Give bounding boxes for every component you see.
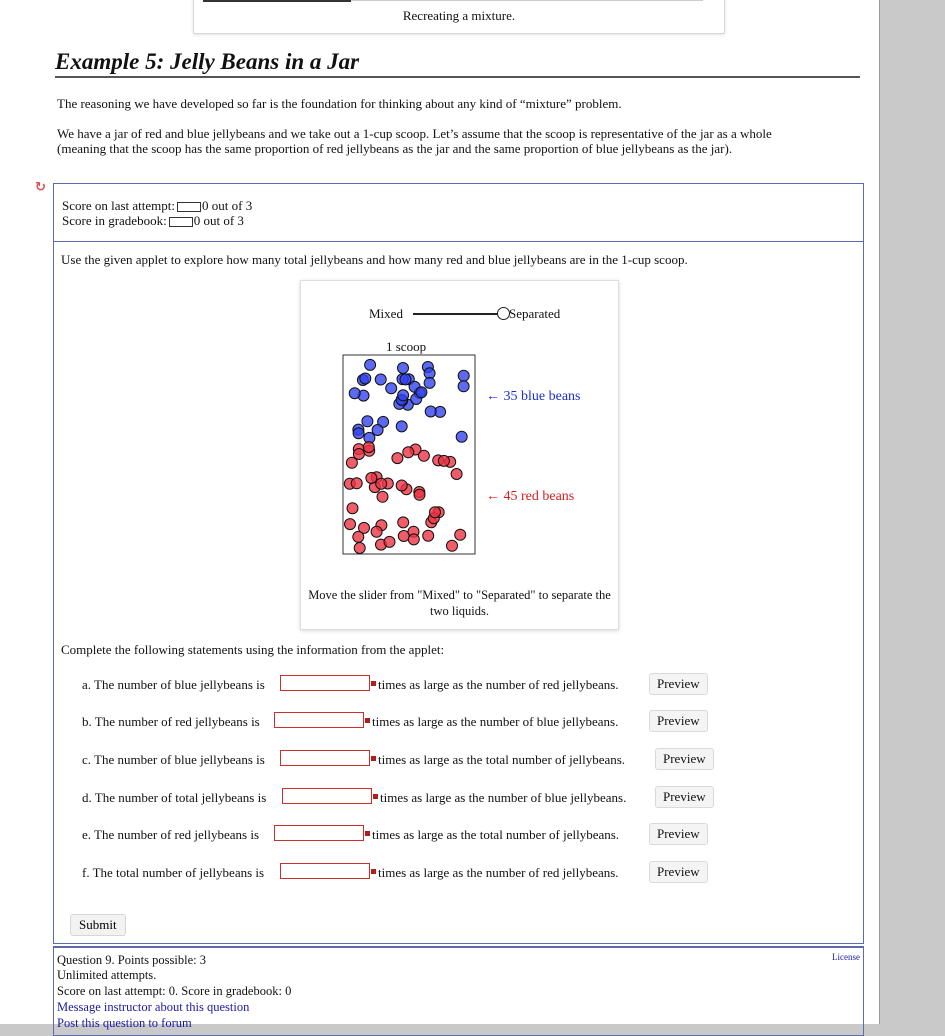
statement-b-input[interactable]	[274, 712, 364, 728]
statement-a-preview-button[interactable]: Preview	[649, 673, 708, 695]
red-bean	[351, 478, 362, 489]
footer-attempts: Unlimited attempts.	[57, 968, 157, 982]
score-last-attempt-value: 0 out of 3	[202, 198, 253, 213]
blue-bean	[400, 374, 411, 385]
question-instruction: Use the given applet to explore how many total jellybeans and how many red and blue jellybeans are in the 1-cup scoop.	[61, 252, 688, 267]
red-bean	[451, 469, 462, 480]
blue-beans-group	[349, 359, 469, 443]
blue-bean	[375, 374, 386, 385]
red-bean	[345, 519, 356, 530]
statement-e-suffix: times as large as the total number of jellybeans.	[372, 827, 620, 842]
license-link[interactable]: License	[832, 952, 860, 962]
footer-points: Question 9. Points possible: 3	[57, 953, 206, 967]
jellybean-applet	[300, 280, 619, 630]
red-bean	[377, 491, 388, 502]
previous-applet-slider-bar	[203, 0, 351, 2]
question-footer	[53, 946, 864, 1036]
footer-scores: Score on last attempt: 0. Score in gradebook: 0	[57, 984, 292, 998]
message-instructor-link[interactable]: Message instructor about this question	[57, 1000, 250, 1014]
red-bean	[418, 450, 429, 461]
blue-bean	[362, 416, 373, 427]
blue-bean	[458, 381, 469, 392]
red-bean	[376, 478, 387, 489]
statement-a-label: a. The number of blue jellybeans is	[82, 677, 265, 692]
score-last-attempt-label: Score on last attempt:	[62, 198, 176, 213]
scoop-label: 1 scoop	[386, 339, 427, 354]
blue-bean	[386, 383, 397, 394]
blue-bean	[372, 425, 383, 436]
statement-e-label: e. The number of red jellybeans is	[82, 827, 260, 842]
red-bean	[363, 442, 374, 453]
red-bean	[430, 507, 441, 518]
slider-separated-label: Separated	[509, 306, 561, 321]
statement-a-input[interactable]	[280, 675, 370, 691]
statement-e-error-marker	[365, 831, 370, 836]
statement-e-preview-button[interactable]: Preview	[649, 823, 708, 845]
page-title: Example 5: Jelly Beans in a Jar	[55, 49, 860, 78]
red-bean	[447, 540, 458, 551]
score-summary	[53, 183, 864, 241]
complete-prompt: Complete the following statements using the information from the applet:	[61, 642, 445, 657]
statement-f-label: f. The total number of jellybeans is	[82, 865, 265, 880]
blue-bean	[425, 406, 436, 417]
score-gradebook-label: Score in gradebook:	[62, 213, 167, 228]
blue-bean	[458, 370, 469, 381]
score-gradebook	[62, 213, 244, 229]
score-gradebook-value: 0 out of 3	[193, 213, 244, 228]
red-bean	[347, 503, 358, 514]
statement-c-input[interactable]	[280, 750, 370, 766]
red-bean	[371, 526, 382, 537]
statement-c-error-marker	[371, 756, 376, 761]
statement-f-input[interactable]	[280, 863, 370, 879]
statement-b-preview-button[interactable]: Preview	[649, 710, 708, 732]
red-bean	[353, 531, 364, 542]
statement-b-suffix: times as large as the number of blue jellybeans.	[372, 714, 619, 729]
previous-applet	[193, 0, 725, 34]
blue-bean	[360, 373, 371, 384]
red-bean	[384, 536, 395, 547]
red-beans-label: ← 45 red beans	[486, 489, 575, 504]
blue-bean	[396, 421, 407, 432]
statement-d-input[interactable]	[282, 788, 372, 804]
blue-bean	[365, 359, 376, 370]
statement-d-suffix: times as large as the number of blue jellybeans.	[380, 790, 627, 805]
red-bean	[403, 447, 414, 458]
blue-bean	[349, 388, 360, 399]
applet-instructions: Move the slider from "Mixed" to "Separated" to separate the two liquids.	[308, 588, 611, 618]
score-last-attempt	[62, 198, 252, 214]
footer-message-link-row	[57, 1000, 249, 1015]
intro-paragraph: The reasoning we have developed so far is the foundation for thinking about any kind of “mixture” problem.	[57, 96, 622, 111]
submit-button[interactable]: Submit	[70, 914, 126, 936]
red-bean	[354, 543, 365, 554]
red-bean	[353, 449, 364, 460]
red-bean	[438, 455, 449, 466]
statement-f-suffix: times as large as the number of red jellybeans.	[378, 865, 619, 880]
blue-bean	[398, 390, 409, 401]
statement-e-input[interactable]	[274, 825, 364, 841]
red-bean	[396, 480, 407, 491]
blue-bean	[353, 428, 364, 439]
previous-applet-slider-track	[351, 0, 703, 1]
previous-applet-caption: Recreating a mixture.	[402, 8, 516, 23]
statement-f-error-marker	[371, 869, 376, 874]
statement-c-preview-button[interactable]: Preview	[655, 748, 714, 770]
red-beans-group	[344, 442, 465, 554]
slider-mixed-label: Mixed	[369, 306, 403, 321]
score-meter-icon	[169, 217, 193, 227]
statement-d-error-marker	[373, 794, 378, 799]
blue-beans-label: ← 35 blue beans	[486, 389, 581, 404]
statement-a-error-marker	[371, 681, 376, 686]
jar-diagram	[301, 281, 618, 581]
scenario-paragraph: We have a jar of red and blue jellybeans and we take out a 1-cup scoop. Let’s assume that the scoop is representative of the jar as a whole (meaning that the scoop has the same proportion of red jellybeans as the jar and the same proportion of blue jellybeans as the jar).	[57, 126, 772, 156]
question-box	[53, 241, 864, 944]
red-bean	[408, 534, 419, 545]
blue-bean	[424, 377, 435, 388]
post-to-forum-link[interactable]: Post this question to forum	[57, 1016, 192, 1030]
red-bean	[414, 489, 425, 500]
statement-d-preview-button[interactable]: Preview	[655, 786, 714, 808]
statement-d-label: d. The number of total jellybeans is	[82, 790, 267, 805]
score-meter-icon	[177, 202, 201, 212]
blue-bean	[456, 431, 467, 442]
statement-b-error-marker	[365, 718, 370, 723]
statement-b-label: b. The number of red jellybeans is	[82, 714, 260, 729]
statement-c-suffix: times as large as the total number of jellybeans.	[378, 752, 626, 767]
statement-a-suffix: times as large as the number of red jellybeans.	[378, 677, 619, 692]
red-bean	[398, 517, 409, 528]
red-bean	[392, 453, 403, 464]
statement-f-preview-button[interactable]: Preview	[649, 861, 708, 883]
red-bean	[455, 529, 466, 540]
red-bean	[423, 530, 434, 541]
retry-icon[interactable]: ↻	[35, 180, 46, 195]
statement-c-label: c. The number of blue jellybeans is	[82, 752, 265, 767]
red-bean	[366, 473, 377, 484]
blue-bean	[398, 363, 409, 374]
blue-bean	[416, 387, 427, 398]
